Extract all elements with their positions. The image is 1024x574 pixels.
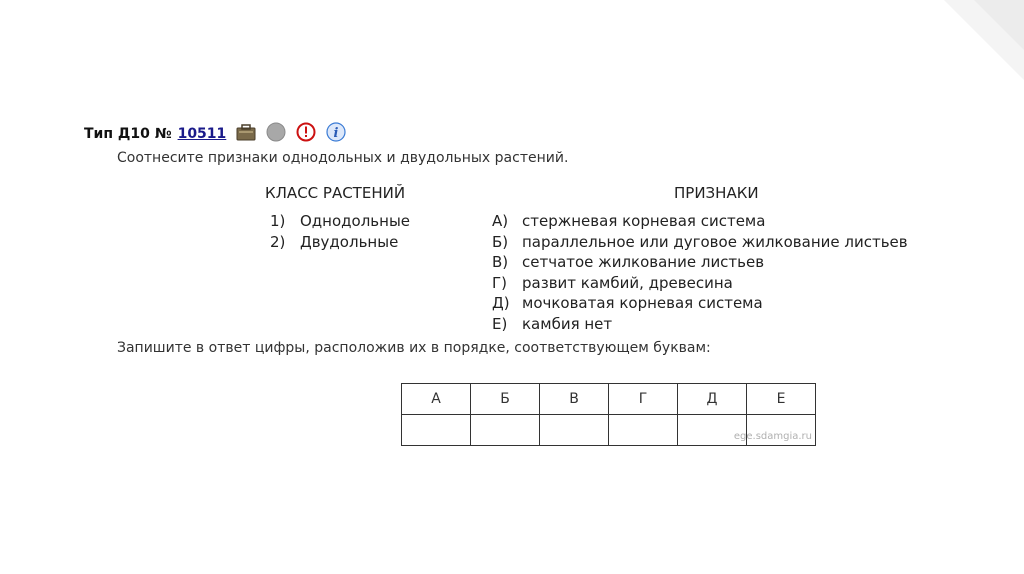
answer-cell[interactable] <box>540 415 609 446</box>
table-header-cell: Д <box>678 384 747 415</box>
answer-cell[interactable] <box>402 415 471 446</box>
right-column-title: ПРИЗНАКИ <box>674 184 759 202</box>
class-list <box>270 211 410 253</box>
watermark: ege.sdamgia.ru <box>733 431 812 442</box>
answer-cell[interactable] <box>471 415 540 446</box>
task-header <box>84 124 346 144</box>
table-answer-row <box>402 415 816 446</box>
task-text: Соотнесите признаки однодольных и двудольных растений. <box>117 150 569 166</box>
left-column-title: КЛАСС РАСТЕНИЙ <box>265 184 406 202</box>
table-header-cell: В <box>540 384 609 415</box>
sign-list <box>492 211 908 334</box>
answer-cell[interactable] <box>733 415 816 446</box>
table-header-cell: Б <box>471 384 540 415</box>
list-item: Д) мочковатая корневая система <box>492 294 763 312</box>
table-header-row <box>402 384 816 415</box>
answer-table <box>401 383 816 446</box>
list-item: Г) развит камбий, древесина <box>492 273 733 292</box>
instruction-text: Запишите в ответ цифры, расположив их в порядке, соответствующем буквам: <box>117 340 711 356</box>
list-item: Е) камбия нет <box>492 314 613 333</box>
table-header-cell: Е <box>747 384 816 415</box>
list-item: В) сетчатое жилкование листьев <box>492 253 765 271</box>
table-header-cell: Г <box>609 384 678 415</box>
list-item: А) стержневая корневая система <box>492 212 766 230</box>
task-type-label: Тип Д10 № <box>84 126 172 142</box>
info-icon[interactable] <box>326 122 346 146</box>
answer-cell[interactable] <box>609 415 678 446</box>
briefcase-icon[interactable] <box>236 123 256 145</box>
gray-circle-icon[interactable] <box>266 122 286 146</box>
table-header-cell: А <box>402 384 471 415</box>
list-item: 1) Однодольные <box>270 212 411 230</box>
list-item: 2) Двудольные <box>270 233 399 251</box>
warning-icon[interactable] <box>296 122 316 146</box>
svg-text:i: i <box>333 126 339 141</box>
task-number-link[interactable]: 10511 <box>177 126 227 142</box>
list-item: Б) параллельное или дуговое жилкование листьев <box>492 232 908 251</box>
corner-decoration <box>904 0 1024 120</box>
